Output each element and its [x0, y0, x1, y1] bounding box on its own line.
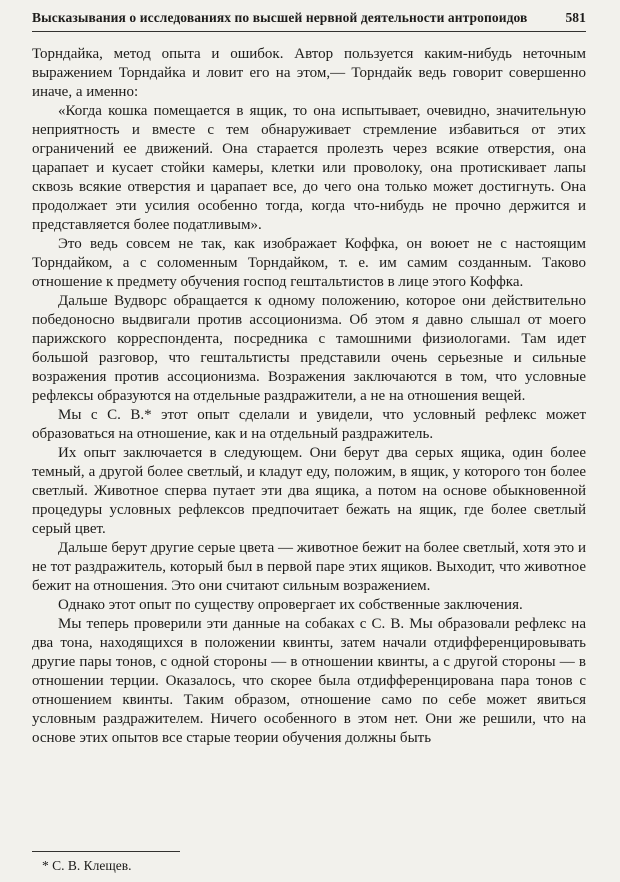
- paragraph-8: Однако этот опыт по существу опровергает их собственные заключения.: [58, 597, 523, 613]
- paragraph-5: Мы с С. В.* этот опыт сделали и увидели, что условный рефлекс может образоваться на отношение, как и на отдельный раздражитель.: [32, 407, 586, 442]
- footnote: * С. В. Клещев.: [42, 858, 132, 873]
- paragraph-1: Торндайка, метод опыта и ошибок. Автор пользуется каким-нибудь неточным выражением Торндайка и ловит его на этом,— Торндайк ведь говорит совершенно иначе, а именно:: [32, 46, 586, 100]
- running-head-title: Высказывания о исследованиях по высшей нервной деятельности антропоидов: [32, 10, 528, 25]
- running-head: [32, 8, 586, 32]
- footnote-area: [32, 851, 586, 874]
- footnote-separator: [32, 851, 180, 852]
- paragraph-7: Дальше берут другие серые цвета — животное бежит на более светлый, хотя это и не тот раздражитель, который был в первой паре этих ящиков. Выходит, что животное бежит на отношения. Это они считают сильным возражением.: [32, 540, 586, 594]
- paragraph-6: Их опыт заключается в следующем. Они берут два серых ящика, один более темный, а другой более светлый, и кладут еду, положим, в ящик, у которого тон более светлый. Животное сперва путает эти два ящика, а потом на основе обыкновенной процедуры условных рефлексов предпочитает бежать на ящик, где более светлый серый цвет.: [32, 445, 586, 537]
- page-number: 581: [565, 10, 586, 25]
- paragraph-3: Это ведь совсем не так, как изображает Коффка, он воюет не с настоящим Торндайком, а с соломенным Торндайком, т. е. им самим созданным. Таково отношение к предмету обучения господ гештальтистов в лице этого Коффка.: [32, 236, 586, 290]
- body-text: [32, 45, 586, 748]
- paragraph-9: Мы теперь проверили эти данные на собаках с С. В. Мы образовали рефлекс на два тона, находящихся в положении квинты, затем начали отдифференцировывать другие пары тонов, с одной стороны — в отношении квинты, а с другой стороны — в отношении терции. Оказалось, что скорее была отдифференцирована пара тонов с отношением квинты. Таким образом, отношение само по себе может явиться условным раздражителем. Ничего особенного в этом нет. Они же решили, что на основе этих опытов все старые теории обучения должны быть: [32, 616, 586, 746]
- paragraph-4: Дальше Вудворс обращается к одному положению, которое они действительно победоносно выдвигали против ассоционизма. Об этом я давно слышал от моего парижского корреспондента, посредника с тамошними физиологами. Там идет большой разговор, что гештальтисты представили очень серьезные и сильные возражения против ассоционизма. Возражения заключаются в том, что условные рефлексы образуются на отдельные раздражители, а не на отношения вещей.: [32, 293, 586, 404]
- paragraph-2: «Когда кошка помещается в ящик, то она испытывает, очевидно, значительную неприятность и вместе с тем обнаруживает стремление избавиться от этих ограничений ее движений. Она старается пролезть через всякие отверстия, она царапает и кусает стойки камеры, клетки или проволоку, она протискивает лапы сквозь всякие отверстия и царапает все, до чего она только может достигнуть. Она продолжает эти усилия особенно тогда, когда что-нибудь не прочно держится и представляется более податливым».: [32, 103, 586, 233]
